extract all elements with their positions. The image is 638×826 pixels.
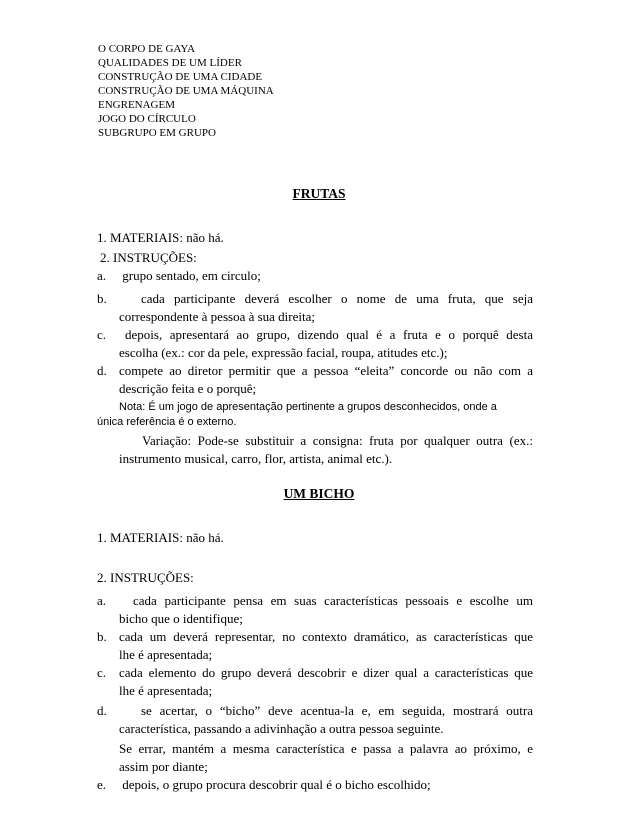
- item-text-continued: lhe é apresentada;: [119, 647, 213, 662]
- item-text: depois, o grupo procura descobrir qual é o bicho escolhido;: [122, 777, 431, 792]
- nota-line: única referência é o externo.: [97, 416, 237, 428]
- erro-line: Se errar, mantém a mesma característica e passa a palavra ao próximo, e: [119, 741, 533, 756]
- bicho-item-a: [97, 592, 533, 628]
- variacao-line: instrumento musical, carro, flor, artista, animal etc.).: [119, 451, 393, 466]
- topic-item: CONSTRUÇÃO DE UMA MÁQUINA: [98, 85, 274, 97]
- bicho-item-b: [97, 628, 533, 664]
- item-text: compete ao diretor permitir que a pessoa “eleita” concorde ou não com a: [119, 363, 533, 378]
- frutas-item-b: [97, 290, 533, 326]
- frutas-item-d: [97, 362, 533, 398]
- topic-item: CONSTRUÇÃO DE UMA CIDADE: [98, 71, 263, 83]
- bicho-item-d: [97, 702, 533, 738]
- frutas-nota: [97, 400, 537, 430]
- bicho-title: UM BICHO: [283, 486, 355, 501]
- item-label: e.: [97, 777, 107, 792]
- topic-item: ENGRENAGEM: [98, 99, 175, 111]
- item-label: d.: [97, 363, 107, 378]
- item-label: b.: [97, 291, 107, 306]
- item-label: b.: [97, 629, 107, 644]
- item-text: cada participante pensa em suas características pessoais e escolhe um: [133, 593, 533, 608]
- item-label: c.: [97, 665, 107, 680]
- frutas-variacao: [97, 432, 533, 468]
- item-text-continued: correspondente à pessoa à sua direita;: [119, 309, 316, 324]
- item-text: depois, apresentará ao grupo, dizendo qual é a fruta e o porquê desta: [125, 327, 533, 342]
- topic-item: SUBGRUPO EM GRUPO: [98, 127, 216, 139]
- bicho-erro-paragraph: [97, 740, 533, 776]
- item-text-continued: lhe é apresentada;: [119, 683, 213, 698]
- frutas-instrucoes: 2. INSTRUÇÕES:: [100, 250, 197, 265]
- frutas-item-c: [97, 326, 533, 362]
- item-text-continued: característica, passando a adivinhação a outra pessoa seguinte.: [119, 721, 444, 736]
- topic-item: QUALIDADES DE UM LÍDER: [98, 57, 242, 69]
- item-text: cada um deverá representar, no contexto dramático, as características que: [119, 629, 533, 644]
- item-label: a.: [97, 268, 107, 283]
- frutas-item-a: [97, 267, 533, 285]
- item-label: c.: [97, 327, 107, 342]
- item-label: a.: [97, 593, 107, 608]
- item-label: d.: [97, 703, 107, 718]
- item-text-continued: descrição feita e o porquê;: [119, 381, 257, 396]
- erro-line: assim por diante;: [119, 759, 208, 774]
- item-text: grupo sentado, em circulo;: [122, 268, 261, 283]
- item-text: cada elemento do grupo deverá descobrir e dizer qual a características que: [119, 665, 533, 680]
- bicho-materiais: 1. MATERIAIS: não há.: [97, 530, 224, 545]
- item-text: cada participante deverá escolher o nome de uma fruta, que seja: [141, 291, 533, 306]
- item-text-continued: bicho que o identifique;: [119, 611, 243, 626]
- item-text: se acertar, o “bicho” deve acentua-la e, em seguida, mostrará outra: [141, 703, 533, 718]
- nota-line: Nota: É um jogo de apresentação pertinente a grupos desconhecidos, onde a: [119, 401, 497, 413]
- bicho-item-e: [97, 776, 533, 794]
- bicho-instrucoes: 2. INSTRUÇÕES:: [97, 570, 194, 585]
- frutas-materiais: 1. MATERIAIS: não há.: [97, 230, 224, 245]
- topic-item: O CORPO DE GAYA: [98, 43, 196, 55]
- topic-item: JOGO DO CÍRCULO: [98, 113, 196, 125]
- topic-list: [98, 42, 274, 140]
- variacao-line: Variação: Pode-se substituir a consigna: fruta por qualquer outra (ex.:: [142, 433, 533, 448]
- frutas-title: FRUTAS: [292, 186, 346, 201]
- bicho-item-c: [97, 664, 533, 700]
- item-text-continued: escolha (ex.: cor da pele, expressão facial, roupa, atitudes etc.);: [119, 345, 448, 360]
